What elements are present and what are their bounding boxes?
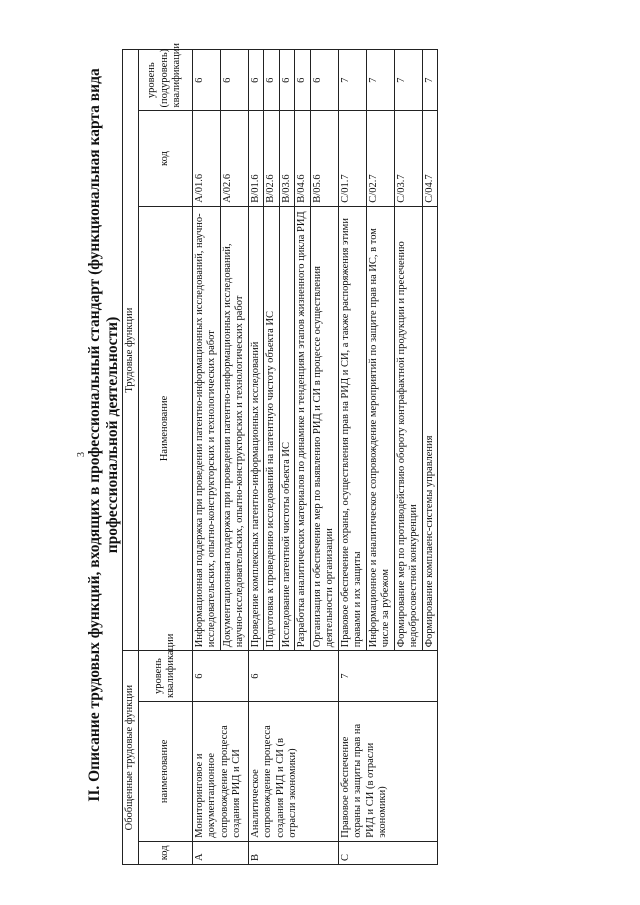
group-name: Мониторинговое и документационное сопровождение процесса создания РИД и СИ xyxy=(192,702,248,842)
header-function-name: Наименование xyxy=(138,206,192,651)
function-name: Информационное и аналитическое сопровождение мероприятий по защите прав на ИС, в том числе за рубежом xyxy=(366,206,394,651)
header-generalized: Обобщенные трудовые функции xyxy=(123,651,139,865)
function-code: B/01.6 xyxy=(248,111,264,206)
group-name: Правовое обеспечение охраны и защиты прав на РИД и СИ (в отрасли экономики) xyxy=(338,702,438,842)
function-code: B/05.6 xyxy=(310,111,338,206)
function-level: 7 xyxy=(366,50,394,111)
header-level: уровень квалификации xyxy=(138,651,192,702)
table-row xyxy=(248,50,264,865)
function-name: Проведение комплексных патентно-информационных исследований xyxy=(248,206,264,651)
function-name: Информационная поддержка при проведении патентно-информационных исследований, научно-исследовательских, опытно-конструкторских и технологических работ xyxy=(192,206,220,651)
function-name: Документационная поддержка при проведении патентно-информационных исследований, научно-исследовательских, опытно-конструкторских и технологических работ xyxy=(220,206,248,651)
function-code: B/02.6 xyxy=(264,111,280,206)
group-code: В xyxy=(248,841,338,864)
group-level: 7 xyxy=(338,651,438,702)
function-name: Разработка аналитических материалов по динамике и тенденциям этапов жизненного цикла РИД xyxy=(295,206,311,651)
header-row-top xyxy=(123,50,139,865)
function-level: 6 xyxy=(248,50,264,111)
function-level: 6 xyxy=(192,50,220,111)
function-name: Исследование патентной чистоты объекта ИС xyxy=(279,206,295,651)
function-name: Правовое обеспечение охраны, осуществления прав на РИД и СИ, а также распоряжения этими правами и их защиты xyxy=(338,206,366,651)
header-labor-functions: Трудовые функции xyxy=(123,50,139,651)
function-level: 7 xyxy=(338,50,366,111)
function-code: C/02.7 xyxy=(366,111,394,206)
function-level: 6 xyxy=(279,50,295,111)
function-code: C/03.7 xyxy=(394,111,422,206)
function-code: B/03.6 xyxy=(279,111,295,206)
function-name: Формирование мер по противодействию обороту контрафактной продукции и пресечению недобросовестной конкуренции xyxy=(394,206,422,651)
function-name: Подготовка к проведению исследований на патентную чистоту объекта ИС xyxy=(264,206,280,651)
function-code: B/04.6 xyxy=(295,111,311,206)
group-level: 6 xyxy=(248,651,338,702)
group-code: А xyxy=(192,841,248,864)
group-name: Аналитическое сопровождение процесса создания РИД и СИ (в отрасли экономики) xyxy=(248,702,338,842)
header-code: код xyxy=(138,841,192,864)
function-level: 6 xyxy=(310,50,338,111)
section-title: II. Описание трудовых функций, входящих в профессиональный стандарт (функциональная карта вида профессиональной деятельности) xyxy=(86,68,121,802)
table-row xyxy=(338,50,366,865)
header-row-sub xyxy=(138,50,192,865)
function-code: A/01.6 xyxy=(192,111,220,206)
header-name: наименование xyxy=(138,702,192,842)
header-function-code: код xyxy=(138,111,192,206)
group-level: 6 xyxy=(192,651,248,702)
function-code: C/01.7 xyxy=(338,111,366,206)
header-sublevel: уровень (подуровень) квалификации xyxy=(138,50,192,111)
function-code: C/04.7 xyxy=(422,111,438,206)
function-level: 6 xyxy=(264,50,280,111)
function-level: 6 xyxy=(295,50,311,111)
function-name: Формирование комплаенс-системы управления xyxy=(422,206,438,651)
function-level: 7 xyxy=(394,50,422,111)
functional-map-table xyxy=(122,43,438,865)
page-number: 3 xyxy=(76,452,87,457)
function-code: A/02.6 xyxy=(220,111,248,206)
function-level: 7 xyxy=(422,50,438,111)
table-row xyxy=(192,50,220,865)
function-name: Организация и обеспечение мер по выявлению РИД и СИ в процессе осуществления деятельности организации xyxy=(310,206,338,651)
function-level: 6 xyxy=(220,50,248,111)
group-code: С xyxy=(338,841,438,864)
